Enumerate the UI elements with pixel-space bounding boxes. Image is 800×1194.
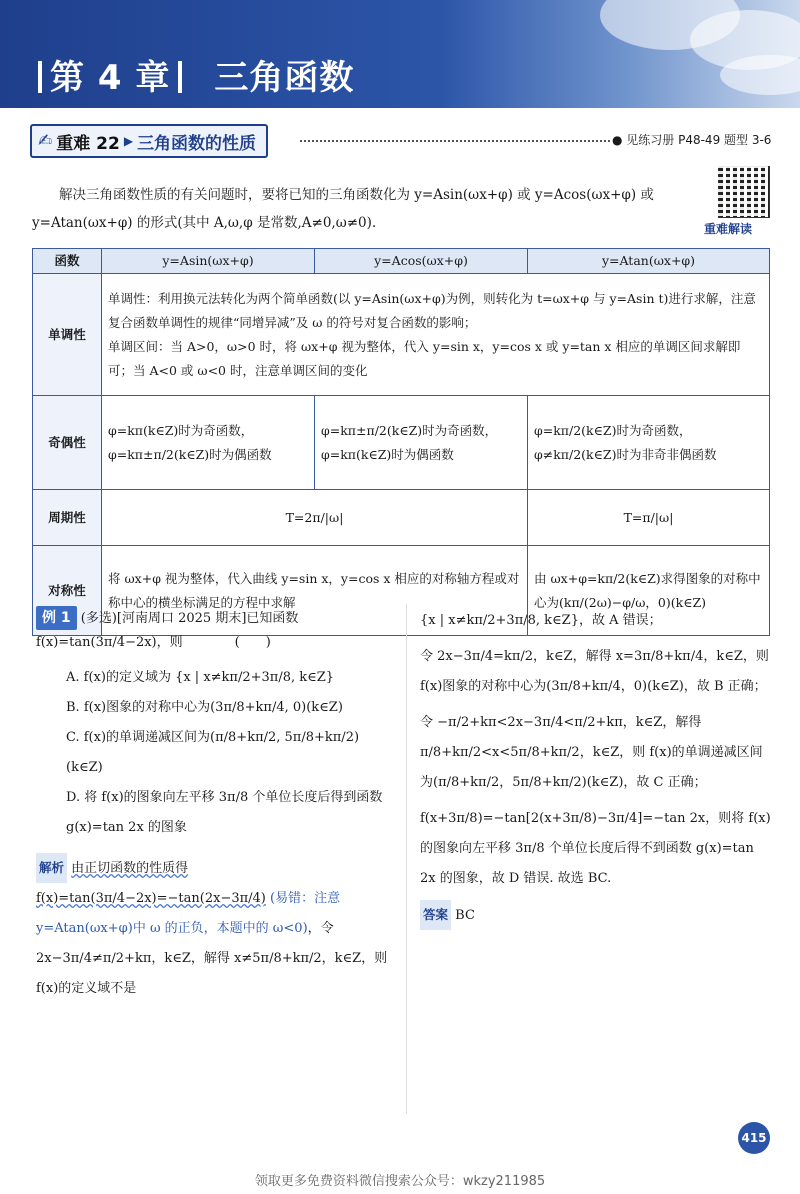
parity-sin-odd: φ=kπ(k∈Z)时为奇函数， [108,422,254,438]
chapter-number: 第 4 章 [50,58,171,98]
header-cell: y=Atan(ωx+φ) [528,249,770,274]
properties-table [32,248,770,636]
example-stem [36,606,392,655]
row-label-parity: 奇偶性 [33,396,102,490]
parity-sin-even: φ=kπ±π/2(k∈Z)时为偶函数 [108,446,272,462]
parity-sin-cell [102,396,315,490]
option-b: B. f(x)图象的对称中心为(3π/8+kπ/4, 0)(k∈Z) [66,700,343,715]
parity-tan-odd: φ=kπ/2(k∈Z)时为奇函数， [534,422,692,438]
option-c: C. f(x)的单调递减区间为(π/8+kπ/2, 5π/8+kπ/2)(k∈Z) [66,730,360,775]
chapter-title: 三角函数 [214,58,355,98]
monotonic-cell [102,274,770,396]
parity-tan-cell [528,396,770,490]
parity-tan-neither: φ≠kπ/2(k∈Z)时为非奇非偶函数 [534,446,717,462]
column-divider [406,604,407,1114]
table-header-row [33,249,770,274]
section-label: 重难 22 [56,133,120,154]
header-cell: y=Asin(ωx+φ) [102,249,315,274]
parity-cos-cell [315,396,528,490]
triangle-right-icon: ▶ [123,134,134,148]
table-row [33,490,770,546]
pitfall-note: (易错：注意 y=Atan(ωx+φ)中 ω 的正负，本题中的 ω<0) [36,891,341,936]
header-cell: y=Acos(ωx+φ) [315,249,528,274]
symmetry-tan: 由 ωx+φ=kπ/2(k∈Z)求得图象的对称中心为(kπ/(2ω)−φ/ω，0)(k∈Z) [528,546,770,636]
table-row [33,274,770,396]
parity-cos-even: φ=kπ(k∈Z)时为偶函数 [321,446,454,462]
qr-label: 重难解读 [704,222,753,236]
analysis-right-3: 令 −π/2+kπ<2x−3π/4<π/2+kπ，k∈Z，解得 π/8+kπ/2<x<5π/8+kπ/2，k∈Z，则 f(x)的单调递减区间为(π/8+kπ/2，5π/8+kπ/2)(k∈Z)，故 C 正确； [420,715,763,790]
header-cell: 函数 [33,249,102,274]
row-label-symmetry: 对称性 [33,546,102,636]
chapter-heading [30,50,354,99]
chapter-banner [0,0,800,108]
pencil-icon: ✍ [38,131,53,151]
answer-value: BC [455,908,475,923]
answer-line [420,900,772,931]
row-label-period: 周期性 [33,490,102,546]
example-tag: 例 1 [36,606,77,630]
answer-label: 答案 [420,900,451,930]
workbook-reference: ● 见练习册 P48-49 题型 3-6 [612,133,772,147]
example-question: (多选)[河南周口 2025 期末]已知函数 f(x)=tan(3π/4−2x)，则 ( ) [36,611,299,650]
example-left-column [36,606,392,1004]
section-title: 三角函数的性质 [137,133,257,154]
intro-paragraph: 解决三角函数性质的有关问题时，要将已知的三角函数化为 y=Asin(ωx+φ) 或 y=Acos(ωx+φ) 或 y=Atan(ωx+φ) 的形式(其中 A,ω,φ 是常数,A≠0,ω≠0). [32,186,654,231]
option-a: A. f(x)的定义域为 {x | x≠kπ/2+3π/8, k∈Z} [66,670,335,685]
analysis-paragraph [36,853,392,1004]
analysis-step-1: 由正切函数的性质得 f(x)=tan(3π/4−2x)=−tan(2x−3π/4) [36,861,266,906]
analysis-step-2: ，令 2x−3π/4≠π/2+kπ，k∈Z，解得 x≠5π/8+kπ/2，k∈Z，则 f(x)的定义域不是 [36,921,388,996]
footer-watermark: 领取更多免费资料微信搜索公众号：wkzy211985 [254,1174,546,1189]
analysis-right-2: 令 2x−3π/4=kπ/2，k∈Z，解得 x=3π/8+kπ/4，k∈Z，则 f(x)图象的对称中心为(3π/8+kπ/4，0)(k∈Z)，故 B 正确； [420,649,769,694]
analysis-right-4: f(x+3π/8)=−tan[2(x+3π/8)−3π/4]=−tan 2x，则将 f(x)的图象向左平移 3π/8 个单位长度后得不到函数 g(x)=tan 2x 的图象，故 D 错误. 故选 BC. [420,811,771,886]
analysis-right-1: {x | x≠kπ/2+3π/8, k∈Z}，故 A 错误； [420,613,662,628]
option-list [36,663,392,843]
parity-cos-odd: φ=kπ±π/2(k∈Z)时为奇函数， [321,422,498,438]
option-d: D. 将 f(x)的图象向左平移 3π/8 个单位长度后得到函数 g(x)=tan 2x 的图象 [66,790,383,835]
analysis-label: 解析 [36,853,67,883]
section-heading [30,124,268,158]
monotonic-text-1: 单调性：利用换元法转化为两个简单函数(以 y=Asin(ωx+φ)为例，则转化为 t=ωx+φ 与 y=Asin t)进行求解，注意复合函数单调性的规律“同增异减”及 ω 的符号对复合函数的影响； [108,290,756,330]
table-row [33,396,770,490]
period-tan: T=π/|ω| [528,490,770,546]
row-label-monotonic: 单调性 [33,274,102,396]
dotted-leader [300,140,610,142]
symmetry-sincos: 将 ωx+φ 视为整体，代入曲线 y=sin x，y=cos x 相应的对称轴方程或对称中心的横坐标满足的方程中求解 [102,546,528,636]
example-right-column [420,606,772,931]
period-sincos: T=2π/|ω| [102,490,528,546]
page-number: 415 [738,1122,770,1154]
monotonic-text-2: 单调区间：当 A>0，ω>0 时，将 ωx+φ 视为整体，代入 y=sin x，y=cos x 或 y=tan x 相应的单调区间求解即可；当 A<0 或 ω<0 时，注意单调区间的变化 [108,338,741,378]
